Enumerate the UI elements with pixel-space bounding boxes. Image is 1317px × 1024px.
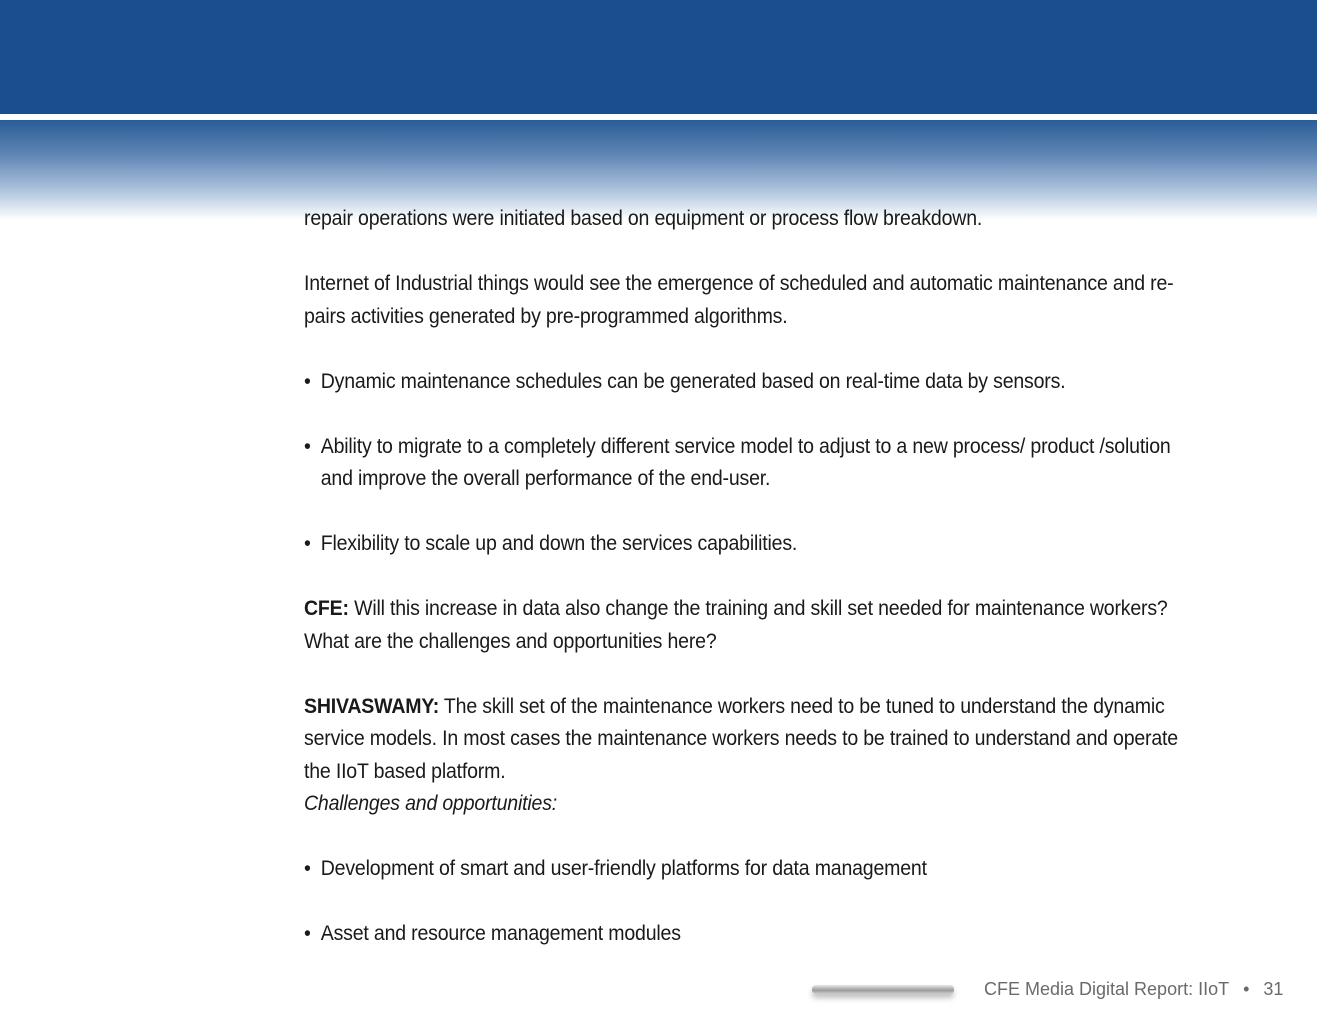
question-text: Will this increase in data also change the training and skill set needed for maintenance workers? What are the challenges and opportunities here? — [304, 597, 1168, 653]
bullet-dot: • — [304, 434, 311, 458]
answer-speaker: SHIVASWAMY: — [304, 694, 440, 718]
page-number: 31 — [1263, 979, 1284, 999]
bullet-text: Dynamic maintenance schedules can be generated based on real-time data by sensors. — [320, 369, 1066, 393]
bullet-dot: • — [304, 922, 311, 945]
article-body — [304, 203, 1188, 983]
answer-text: The skill set of the maintenance workers need to be tuned to understand the dynamic service models. In most cases the maintenance workers needs to be trained to understand and operate the IIoT based platform. — [304, 694, 1178, 783]
footer-separator: • — [1243, 979, 1250, 999]
bullet-item — [304, 366, 1188, 399]
subheading-challenges: Challenges and opportunities: — [304, 792, 558, 815]
question-speaker: CFE: — [304, 597, 349, 620]
bullet-text: Asset and resource management modules — [320, 922, 681, 945]
question-paragraph — [304, 593, 1188, 658]
paragraph-internet-of-industrial-things: Internet of Industrial things would see the emergence of scheduled and automatic maintenance and re-pairs activities generated by pre-programmed algorithms. — [304, 272, 1174, 328]
bullet-dot: • — [304, 369, 311, 393]
bullet-text: Development of smart and user-friendly platforms for data management — [320, 857, 927, 880]
paragraph-repair-operations: repair operations were initiated based on equipment or process flow breakdown. — [304, 207, 983, 230]
bullet-item — [304, 853, 1188, 886]
bullet-item — [304, 431, 1188, 496]
answer-paragraph — [304, 691, 1188, 789]
bullet-item — [304, 918, 1188, 951]
bullet-text: Flexibility to scale up and down the services capabilities. — [320, 532, 798, 555]
bullet-dot: • — [304, 857, 311, 880]
header-band — [0, 0, 1317, 114]
footer — [984, 979, 1283, 1000]
bullet-dot: • — [304, 532, 311, 555]
footer-decorative-bar — [812, 985, 954, 994]
bullet-item — [304, 528, 1188, 561]
bullet-text: Ability to migrate to a completely different service model to adjust to a new process/ product /solution and improve the overall performance of the end-user. — [320, 434, 1171, 490]
footer-report-title: CFE Media Digital Report: IIoT — [984, 979, 1230, 999]
